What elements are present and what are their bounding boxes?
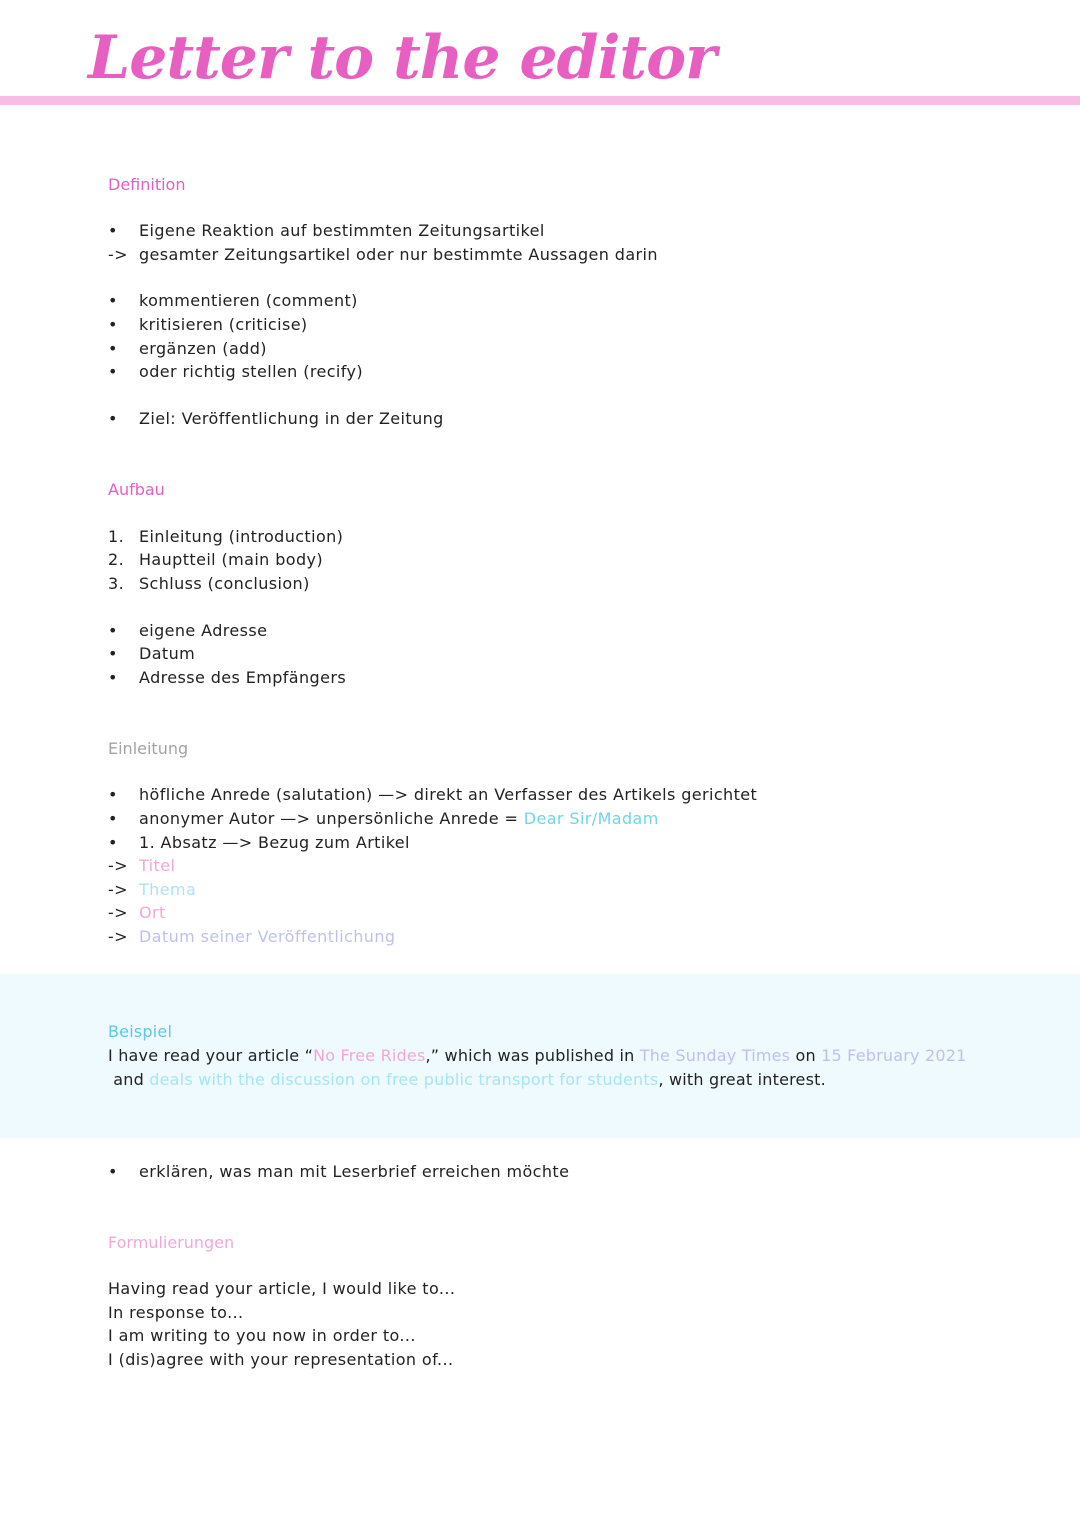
example-text: on <box>790 1046 822 1065</box>
page-title: Letter to the editor <box>88 23 716 93</box>
list-item-text: Einleitung (introduction) <box>139 527 344 546</box>
bullet-marker: • <box>108 644 118 663</box>
example-block <box>108 1020 1038 1092</box>
example-text: I have read your article “ <box>108 1046 314 1065</box>
number-marker: 1. <box>108 527 125 546</box>
bullet-marker: • <box>108 809 118 828</box>
list-item <box>108 926 395 948</box>
list-item-text: 1. Absatz —> Bezug zum Artikel <box>139 833 410 852</box>
list-item-text: kritisieren (criticise) <box>139 315 308 334</box>
example-article-title: No Free Rides <box>313 1046 426 1065</box>
aufbau-heading: Aufbau <box>108 480 165 499</box>
list-item-text: Adresse des Empfängers <box>139 668 347 687</box>
arrow-marker: -> <box>108 856 128 875</box>
title-underline <box>0 96 1080 105</box>
phrase-item: Having read your article, I would like to... <box>108 1279 456 1298</box>
beispiel-heading: Beispiel <box>108 1022 173 1041</box>
list-item <box>108 808 659 830</box>
definition-intro-sub-text: gesamter Zeitungsartikel oder nur bestimmte Aussagen darin <box>139 245 658 264</box>
definition-goal-text: Ziel: Veröffentlichung in der Zeitung <box>139 409 444 428</box>
definition-intro-sub <box>108 244 658 266</box>
list-item-text: höfliche Anrede (salutation) —> direkt an Verfasser des Artikels gerichtet <box>139 785 758 804</box>
definition-heading: Definition <box>108 175 186 194</box>
list-item <box>108 526 343 548</box>
arrow-marker: -> <box>108 245 128 264</box>
example-text: ,” which was published in <box>425 1046 640 1065</box>
list-item-text: Thema <box>139 880 197 899</box>
list-item <box>108 361 363 383</box>
bullet-marker: • <box>108 833 118 852</box>
example-text: and <box>108 1070 150 1089</box>
definition-intro-text: Eigene Reaktion auf bestimmten Zeitungsartikel <box>139 221 545 240</box>
purpose-item <box>108 1161 569 1183</box>
bullet-marker: • <box>108 621 118 640</box>
list-item <box>108 549 323 571</box>
list-item <box>108 667 346 689</box>
definition-intro <box>108 220 545 242</box>
phrase-item: I am writing to you now in order to... <box>108 1326 416 1345</box>
list-item <box>108 643 195 665</box>
bullet-marker: • <box>108 339 118 358</box>
bullet-marker: • <box>108 221 118 240</box>
list-item <box>108 784 757 806</box>
arrow-marker: -> <box>108 880 128 899</box>
list-item-text: Ort <box>139 903 166 922</box>
arrow-marker: -> <box>108 927 128 946</box>
list-item <box>108 338 267 360</box>
list-item-text: Datum <box>139 644 196 663</box>
list-item <box>108 855 175 877</box>
formulierungen-heading: Formulierungen <box>108 1233 235 1252</box>
bullet-marker: • <box>108 785 118 804</box>
list-item-text: ergänzen (add) <box>139 339 267 358</box>
bullet-marker: • <box>108 315 118 334</box>
phrase-item: I (dis)agree with your representation of... <box>108 1350 454 1369</box>
list-item <box>108 573 310 595</box>
list-item <box>108 832 410 854</box>
bullet-marker: • <box>108 668 118 687</box>
example-paper: The Sunday Times <box>639 1046 791 1065</box>
salutation-highlight: Dear Sir/Madam <box>523 809 659 828</box>
list-item <box>108 290 358 312</box>
list-item <box>108 620 267 642</box>
example-date: 15 February 2021 <box>821 1046 967 1065</box>
definition-goal <box>108 408 444 430</box>
list-item-text: Schluss (conclusion) <box>139 574 310 593</box>
list-item-text: eigene Adresse <box>139 621 268 640</box>
bullet-marker: • <box>108 409 118 428</box>
phrase-item: In response to... <box>108 1303 244 1322</box>
example-text: , with great interest. <box>658 1070 826 1089</box>
list-item-text: Datum seiner Veröffentlichung <box>139 927 396 946</box>
list-item-text: anonymer Autor —> unpersönliche Anrede = <box>139 809 524 828</box>
einleitung-heading: Einleitung <box>108 739 189 758</box>
list-item <box>108 314 308 336</box>
list-item <box>108 879 196 901</box>
number-marker: 2. <box>108 550 125 569</box>
bullet-marker: • <box>108 1162 118 1181</box>
bullet-marker: • <box>108 362 118 381</box>
example-topic: deals with the discussion on free public transport for students <box>149 1070 659 1089</box>
number-marker: 3. <box>108 574 125 593</box>
list-item-text: Hauptteil (main body) <box>139 550 324 569</box>
list-item <box>108 902 166 924</box>
list-item-text: Titel <box>139 856 176 875</box>
bullet-marker: • <box>108 291 118 310</box>
list-item-text: kommentieren (comment) <box>139 291 358 310</box>
list-item-text: oder richtig stellen (recify) <box>139 362 364 381</box>
purpose-text: erklären, was man mit Leserbrief erreichen möchte <box>139 1162 570 1181</box>
arrow-marker: -> <box>108 903 128 922</box>
